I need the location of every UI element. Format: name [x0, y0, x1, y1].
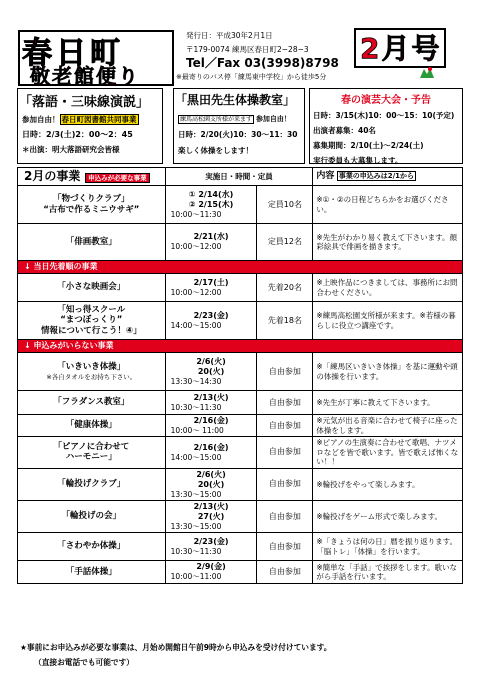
program-time: 10:00〜11:30: [170, 209, 222, 219]
program-name-cell: [18, 415, 166, 437]
program-name-cell: [18, 468, 166, 500]
program-capacity: 自由参加: [268, 511, 301, 521]
program-date-cell: [165, 391, 257, 415]
event-spring-date: 日時：3/15(木)10：00〜15：10(予定): [313, 111, 455, 120]
section-reserve-rows: [18, 186, 463, 261]
table-row: [18, 224, 463, 261]
program-name-cell: [18, 353, 166, 391]
program-time: 13:30〜14:30: [170, 376, 222, 386]
section-first-come-label: 当日先着順の事業: [33, 262, 98, 271]
program-date: 2/23(金): [193, 537, 229, 547]
program-date-cell: [165, 415, 257, 437]
program-name-cell: [18, 533, 166, 561]
table-row: [18, 533, 463, 561]
program-name-cell: [18, 437, 166, 468]
program-date-cell: [165, 437, 257, 468]
program-capacity-cell: [257, 500, 313, 532]
program-name: 「小さな映画会」: [57, 282, 126, 293]
table-heading: 2月の事業: [24, 169, 81, 183]
program-time: 13:30〜15:00: [170, 521, 222, 531]
issue-month: 2月号: [360, 32, 442, 65]
program-time: 13:30〜15:00: [170, 489, 222, 499]
program-name-cell: [18, 186, 166, 224]
event-rakugo-title: 「落語・三味線演説」: [19, 91, 162, 110]
section-free-label: 申込みがいらない事業: [33, 341, 114, 350]
program-date: 2/16(金): [193, 442, 229, 452]
program-capacity: 自由参加: [268, 479, 301, 489]
program-date: 2/16(金): [193, 416, 229, 425]
program-capacity-cell: [257, 468, 313, 500]
program-name: 「さわやか体操」: [57, 541, 126, 552]
col-header-apply-note: 事業の申込みは2/1から: [338, 171, 415, 180]
program-capacity-cell: [257, 533, 313, 561]
program-time: 10:00〜12:00: [170, 242, 222, 252]
program-capacity-cell: [257, 415, 313, 437]
program-date-cell: [165, 533, 257, 561]
program-capacity: 自由参加: [268, 397, 301, 407]
event-spring-recruit: 出演者募集：40名: [313, 126, 376, 135]
program-capacity: 先着18名: [267, 315, 302, 325]
program-date: 2/17(土): [193, 277, 229, 287]
program-date: 2/9(金): [196, 562, 226, 572]
program-note-cell: [313, 186, 463, 224]
program-name-cell: [18, 302, 166, 340]
program-capacity: 自由参加: [268, 566, 301, 576]
program-time: 14:00〜15:00: [170, 320, 222, 330]
program-capacity: 自由参加: [268, 541, 301, 551]
section-free-rows: [18, 353, 463, 584]
tel-fax: Tel／Fax 03(3998)8798: [186, 56, 339, 70]
event-exercise-visitor: 練馬高松園支所様が来ます: [180, 116, 253, 123]
section-first-come-bar: ↓ 当日先着順の事業: [18, 261, 462, 273]
program-note-cell: [313, 500, 463, 532]
table-row: [18, 391, 463, 415]
program-note: ※先生がわかり易く教えて下さいます。顔彩絵具で俳画を描きます。: [316, 232, 458, 251]
program-name: 「輪投げクラブ」: [57, 478, 126, 489]
program-time: 10:30〜11:30: [170, 402, 222, 412]
program-note-cell: [313, 415, 463, 437]
col-header-content-label: 内容: [316, 170, 335, 181]
table-row: [18, 437, 463, 468]
event-exercise-free: 参加自由！: [255, 115, 291, 123]
issue-date: 発行日：平成30年2月1日: [186, 31, 273, 40]
program-name-cell: [18, 274, 166, 302]
page-subtitle: 敬老館便り: [30, 64, 140, 88]
program-date-cell: [165, 500, 257, 532]
program-note: ※「練馬区いきいき体操」を基に運動や頭の体操を行います。: [316, 362, 458, 381]
table-row: [18, 353, 463, 391]
program-note: ※輪投げをやって楽しみます。: [316, 479, 420, 489]
program-name: 「物づくりクラブ」 “古布で作るミニウサギ”: [43, 193, 140, 215]
section-first-come-rows: [18, 274, 463, 340]
program-note-cell: [313, 302, 463, 340]
bus-stop-note: ※最寄りのバス停「練馬東中学校」から徒歩5分: [176, 73, 327, 81]
program-note-cell: [313, 437, 463, 468]
program-name-cell: [18, 561, 166, 583]
program-note-cell: [313, 561, 463, 583]
program-time: 10:00〜 11:00: [170, 426, 224, 435]
program-capacity-cell: [257, 274, 313, 302]
table-row: [18, 500, 463, 532]
program-name: 「フラダンス教室」: [53, 397, 130, 408]
table-row: [18, 415, 463, 437]
program-note: ※練馬高松園支所様が来ます。※若様の暮らしに役立つ講座です。: [316, 311, 456, 330]
program-capacity: 自由参加: [268, 420, 301, 430]
col-header-date: 実施日・時間・定員: [165, 168, 313, 186]
table-row: [18, 186, 463, 224]
program-note: ※「きょうは何の日」暦を振り返ります。「脳トレ」「体操」を行います。: [316, 537, 458, 556]
program-name: 「輪投げの会」: [61, 511, 122, 522]
program-note: ※ピアノの生演奏に合わせて歌唱、ナツメロなどを皆で歌います。皆で歌えば怖くない！！: [316, 438, 459, 467]
program-date: 2/13(火): [193, 392, 229, 402]
program-date-cell: [165, 468, 257, 500]
program-note-cell: [313, 391, 463, 415]
ward-logo-icon: [418, 65, 436, 79]
program-capacity: 自由参加: [268, 366, 301, 376]
table-row: [18, 468, 463, 500]
program-name-cell: [18, 500, 166, 532]
event-rakugo-free: 参加自由！: [22, 115, 60, 124]
program-note: ※元気が出る音楽に合わせて椅子に座った体操をします。: [316, 416, 458, 435]
program-capacity-cell: [257, 437, 313, 468]
program-name: 「いきいき体操」: [57, 362, 126, 373]
program-capacity: 自由参加: [268, 447, 301, 457]
section-free-bar: ↓ 申込みがいらない事業: [18, 340, 462, 352]
program-date: 2/23(金): [193, 310, 229, 320]
program-date-cell: [165, 353, 257, 391]
program-time: 14:00〜15:00: [170, 452, 222, 462]
event-exercise-desc: 楽しく体操をします！: [178, 146, 253, 155]
program-date: 2/6(火) 20(火): [196, 469, 226, 489]
program-note-cell: [313, 468, 463, 500]
program-name: 「健康体操」: [65, 420, 117, 431]
table-heading-tag: 申込みが必要な事業: [85, 173, 150, 183]
footer-note: ★事前にお申込みが必要な事業は、月始め開館日午前9時から申込みを受け付けています。: [20, 643, 332, 652]
program-date: ① 2/14(水) ② 2/15(木): [188, 189, 234, 209]
event-rakugo-date: 日時：2/3(土)2：00〜2：45: [22, 130, 133, 139]
program-time: 10:00〜12:00: [170, 287, 222, 297]
program-date: 2/21(水): [193, 232, 229, 242]
program-time: 10:00〜11:00: [170, 572, 222, 582]
program-capacity-cell: [257, 561, 313, 583]
program-date: 2/6(火) 20(火): [196, 356, 226, 376]
program-name: 「俳画教室」: [65, 236, 117, 247]
table-row: [18, 561, 463, 583]
program-date-cell: [165, 274, 257, 302]
program-name-cell: [18, 391, 166, 415]
event-exercise: [173, 88, 305, 164]
table-row: [18, 274, 463, 302]
event-rakugo-joint: 春日町図書館共同事業: [61, 115, 137, 124]
program-date-cell: [165, 302, 257, 340]
address: 〒179-0074 練馬区春日町2−28−3: [186, 45, 309, 54]
event-rakugo-performer: ＊出演：明大落語研究会皆様: [22, 145, 120, 154]
program-date-cell: [165, 224, 257, 261]
program-capacity-cell: [257, 302, 313, 340]
program-date-cell: [165, 561, 257, 583]
program-note-cell: [313, 274, 463, 302]
program-note: ※輪投げをゲーム形式で楽しみます。: [316, 511, 443, 521]
schedule-table: [17, 167, 463, 584]
program-date-cell: [165, 186, 257, 224]
event-rakugo: [17, 88, 163, 164]
program-note-cell: [313, 353, 463, 391]
event-spring-title: 春の演芸大会・予告: [341, 95, 431, 106]
event-exercise-title: 「黒田先生体操教室」: [175, 93, 296, 107]
table-row: [18, 302, 463, 340]
program-name: 「ピアノに合わせて ハーモニー」: [53, 441, 130, 463]
program-capacity: 先着20名: [267, 282, 302, 292]
program-time: 10:30〜11:30: [170, 547, 222, 557]
event-exercise-date: 日時：2/20(火)10：30〜11：30: [178, 130, 298, 139]
program-date: 2/13(火) 27(火): [193, 501, 229, 521]
table-heading-cell: [18, 168, 166, 186]
event-spring-show: [309, 88, 463, 164]
program-sub-note: ※各自タオルをお持ち下さい。: [46, 372, 137, 381]
col-header-content: [313, 168, 463, 186]
program-name: 「知っ得スクール “まつぼっくり” 情報について行こう！④」: [41, 304, 142, 336]
event-spring-committee: 実行委員も大募集します。: [313, 156, 403, 165]
footer-phone-note: （直接お電話でも可能です）: [34, 658, 134, 667]
page-title: 春日町: [22, 36, 124, 71]
event-spring-period: 募集期間：2/10(土)〜2/24(土): [313, 141, 424, 150]
program-note: ※上映作品につきましては、事務所にお問合わせください。: [316, 278, 458, 297]
program-name: 「手話体操」: [65, 566, 117, 577]
program-capacity-cell: [257, 353, 313, 391]
program-capacity-cell: [257, 224, 313, 261]
program-note-cell: [313, 533, 463, 561]
program-capacity-cell: [257, 186, 313, 224]
program-capacity-cell: [257, 391, 313, 415]
program-name-cell: [18, 224, 166, 261]
program-note: ※簡単な「手話」で挨拶をします。歌いながら手話を行います。: [316, 562, 458, 581]
program-note: ※先生が丁寧に教えて下さいます。: [316, 397, 435, 407]
program-note-cell: [313, 224, 463, 261]
program-capacity: 定員12名: [267, 237, 302, 246]
program-capacity: 定員10名: [267, 199, 302, 209]
program-note: ※①・②の日程どちらかをお選びください。: [316, 195, 449, 214]
